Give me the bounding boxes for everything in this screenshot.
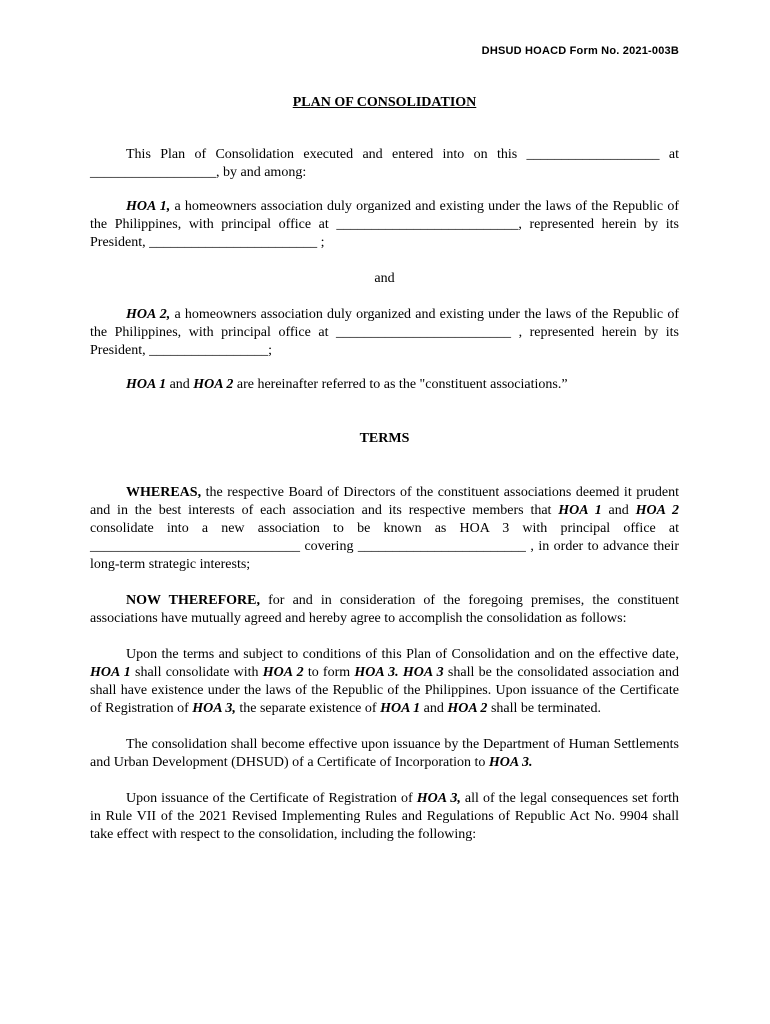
whereas-text-2: and [601,503,636,518]
effective-text: The consolidation shall become effective upon issuance by the Department of Human Settlements and Urban Development (DHSUD) of a Certificate of Incorporation to [90,737,679,770]
consequences-text-1: Upon issuance of the Certificate of Registration of [126,791,417,806]
document-body [90,94,679,844]
terms-1-text-3: to form [303,665,355,680]
intro-text: This Plan of Consolidation executed and entered into on this ___________________ at __________________, by and among: [90,147,679,180]
hoa-1-ref: HOA 1 [558,503,602,518]
terms-1-text-4: shall be the consolidated association and shall have existence under the laws of the Republic of the Philippines. Upon issuance of the Certificate of Registration of [90,665,679,716]
whereas-lead: WHEREAS, [126,485,202,500]
hoa-2-ref: HOA 2 [635,503,679,518]
terms-1-text-6: and [420,701,448,716]
whereas-text-1: the respective Board of Directors of the constituent associations deemed it prudent and in the best interests of each association and its respective members that [90,485,679,518]
hoa-1-ref: HOA 1 [90,665,131,680]
form-number: DHSUD HOACD Form No. 2021-003B [481,45,679,57]
hoa-2-ref: HOA 2 [447,701,488,716]
hoa-3-ref: HOA 3. [488,755,533,770]
whereas-paragraph [90,484,679,574]
terms-paragraph-1 [90,646,679,718]
party-2-name: HOA 2, [126,307,171,322]
party-2-text: a homeowners association duly organized and existing under the laws of the Republic of the Philippines, with principal office at _________________________ , represented herein by its President, _________________; [90,307,679,358]
now-therefore-paragraph [90,592,679,628]
terms-1-text-7: shall be terminated. [487,701,601,716]
and-separator: and [374,271,395,286]
consequences-paragraph [90,790,679,844]
constituent-text-2: are hereinafter referred to as the "constituent associations.” [233,377,568,392]
hoa-2-ref: HOA 2 [193,377,234,392]
terms-1-text-1: Upon the terms and subject to conditions of this Plan of Consolidation and on the effective date, [126,647,679,662]
party-2-paragraph [90,306,679,360]
hoa-3-ref: HOA 3. HOA 3 [354,665,444,680]
now-therefore-lead: NOW THEREFORE, [126,593,261,608]
constituent-text-1: and [166,377,194,392]
hoa-1-ref: HOA 1 [126,377,167,392]
terms-heading: TERMS [359,431,410,446]
hoa-3-ref: HOA 3, [192,701,236,716]
intro-paragraph [90,146,679,182]
hoa-1-ref: HOA 1 [380,701,421,716]
party-1-name: HOA 1, [126,199,171,214]
party-1-text: a homeowners association duly organized and existing under the laws of the Republic of the Philippines, with principal office at __________________________, represented herein by its President, ________________________ ; [90,199,679,250]
document-title: PLAN OF CONSOLIDATION [292,95,477,110]
hoa-2-ref: HOA 2 [262,665,304,680]
effective-paragraph [90,736,679,772]
now-therefore-text: for and in consideration of the foregoing premises, the constituent associations have mutually agreed and hereby agree to accomplish the consolidation as follows: [90,593,679,626]
terms-1-text-2: shall consolidate with [130,665,263,680]
party-1-paragraph [90,198,679,252]
constituent-paragraph [90,376,679,394]
whereas-text-3: consolidate into a new association to be known as HOA 3 with principal office at ______________________________ covering ________________________ , in order to advance their long-term strategic interests; [90,521,679,572]
consequences-text-2: all of the legal consequences set forth in Rule VII of the 2021 Revised Implementing Rules and Regulations of Republic Act No. 9904 shall take effect with respect to the consolidation, including the following: [90,791,679,842]
hoa-3-ref: HOA 3, [416,791,461,806]
terms-1-text-5: the separate existence of [235,701,381,716]
